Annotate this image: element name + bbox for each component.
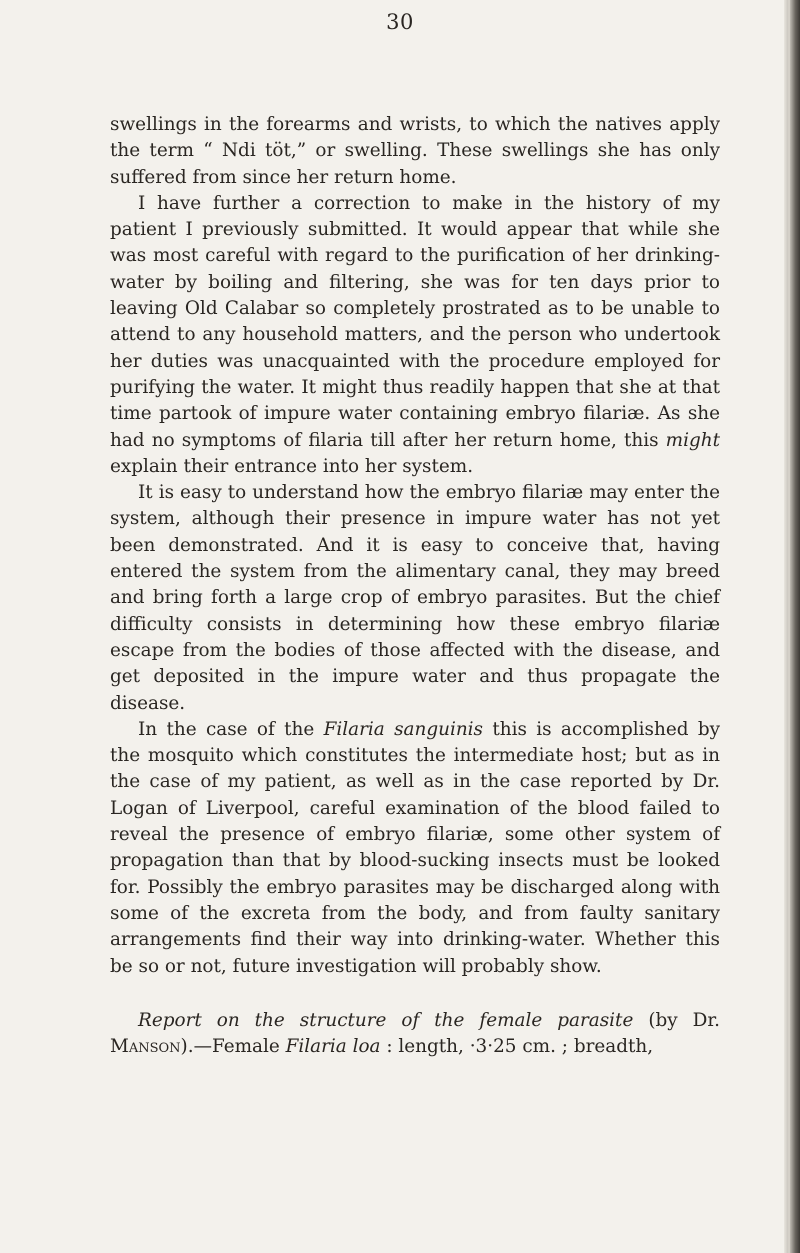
species-filaria-sanguinis: Filaria sanguinis: [323, 718, 483, 740]
paragraph-propagation: [110, 717, 720, 980]
page-edge-line: [788, 0, 790, 1253]
page-number: 30: [386, 10, 414, 34]
report-by-open: (by Dr.: [633, 1009, 721, 1031]
paragraph-embryo-entry: It is easy to understand how the embryo filariæ may enter the system, although their presence in impure water has not yet been demonstrated. And it is easy to conceive that, having entered the system from the alimentary canal, they may breed and bring forth a large crop of embryo parasites. But the chief difficulty consists in determining how these embryo filariæ escape from the bodies of those affected with the disease, and get deposited in the impure water and thus propagate the disease.: [110, 482, 720, 714]
page-edge-shadow: [784, 0, 800, 1253]
report-author: Manson: [110, 1036, 181, 1058]
paragraph-correction: [110, 191, 720, 480]
paragraph-propagation-text: this is accomplished by the mosquito which constitutes the intermediate host; but as in the case of my patient, as well as in the case reported by Dr. Logan of Liverpool, careful examination of the blood failed to reveal the presence of embryo filariæ, some other system of propagation than that by blood-sucking insects must be looked for. Possibly the embryo parasites may be discharged along with some of the excreta from the body, and from faulty sanitary arrangements find their way into drinking-water. Whether this be so or not, future investigation will probably show.: [110, 718, 720, 977]
body-text: [110, 112, 720, 1060]
report-heading: [110, 1008, 720, 1061]
paragraph-propagation-lead: In the case of the: [138, 718, 324, 740]
paragraph-correction-text: I have further a correction to make in the history of my patient I previously submitted. It would appear that while she was most careful with regard to the purification of her drinking-water by boiling and filtering, she was for ten days prior to leaving Old Calabar so completely prostrated as to be unable to attend to any household matters, and the person who undertook her duties was unacquainted with the procedure employed for purifying the water. It might thus readily happen that she at that time partook of impure water containing embryo filariæ. As she had no symptoms of filaria till after her return home, this: [110, 192, 720, 451]
paragraph-continuation: swellings in the forearms and wrists, to which the natives apply the term “ Ndi töt,” or swelling. These swellings she has only suffered from since her return home.: [110, 114, 720, 188]
species-filaria-loa: Filaria loa: [285, 1036, 381, 1058]
report-measurements: : length, ·3·25 cm. ; breadth,: [380, 1036, 654, 1058]
report-title: Report on the structure of the female parasite: [138, 1009, 634, 1031]
report-by-close: ).—Female: [180, 1036, 286, 1058]
paragraph-correction-tail: explain their entrance into her system.: [110, 455, 474, 477]
emphasis-might: might: [665, 429, 720, 451]
